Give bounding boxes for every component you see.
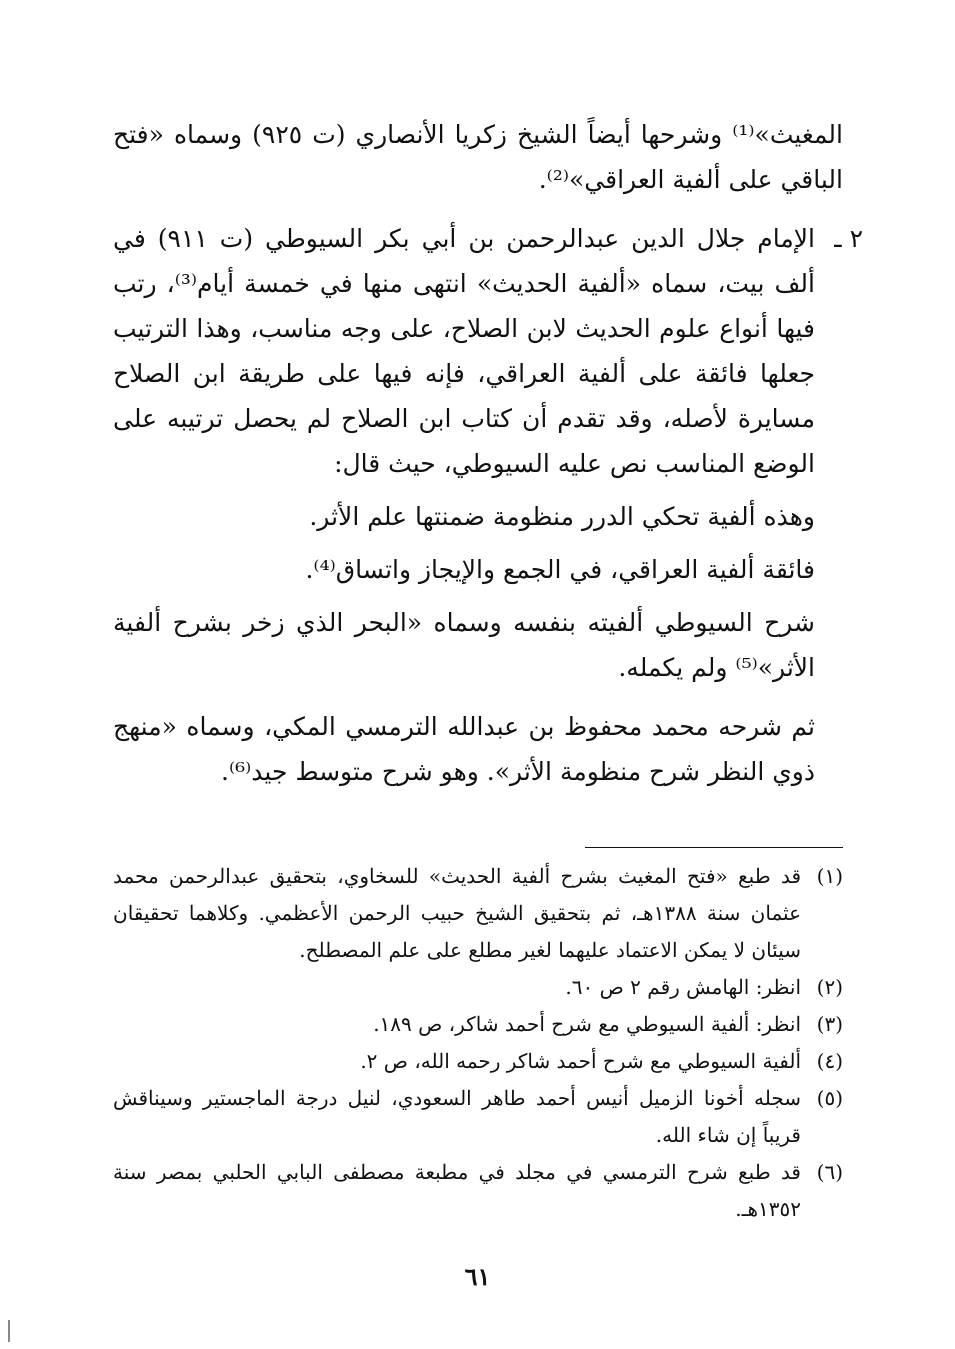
paragraph-suyuti-sharh: شرح السيوطي ألفيته بنفسه وسماه «البحر الذي زخر بشرح ألفية الأثر»⁽⁵⁾ ولم يكمله. xyxy=(113,608,815,682)
footnote-text: انظر: الهامش رقم ٢ ص ٦٠. xyxy=(565,975,801,999)
list-item-2 xyxy=(113,216,863,486)
list-item-number: ٢ ـ xyxy=(834,224,863,253)
footnotes xyxy=(113,858,843,1228)
main-text xyxy=(113,112,863,808)
footnote-number: (٣) xyxy=(816,1012,843,1036)
footnote xyxy=(113,1080,843,1154)
footnote xyxy=(113,1154,843,1228)
page-number: ٦١ xyxy=(464,1262,491,1291)
footnote-divider xyxy=(585,847,843,848)
footnote-number: (٦) xyxy=(816,1160,843,1184)
paragraph-mughith: المغيث»⁽¹⁾ وشرحها أيضاً الشيخ زكريا الأنصاري (ت ٩٢٥) وسماه «فتح الباقي على ألفية العراقي»⁽²⁾. xyxy=(113,120,843,194)
footnote-number: (٥) xyxy=(816,1086,843,1110)
footnote-number: (٢) xyxy=(816,975,843,999)
footnote-number: (١) xyxy=(816,864,843,888)
footnote-text: ألفية السيوطي مع شرح أحمد شاكر رحمه الله، ص ٢. xyxy=(360,1049,801,1073)
list-item-text: الإمام جلال الدين عبدالرحمن بن أبي بكر السيوطي (ت ٩١١) في ألف بيت، سماه «ألفية الحديث» انتهى منها في خمسة أيام⁽³⁾، رتب فيها أنواع علوم الحديث لابن الصلاح، على وجه مناسب، وهذا الترتيب جعلها فائقة على ألفية العراقي، فإنه فيها على طريقة ابن الصلاح مسايرة لأصله، وقد تقدم أن كتاب ابن الصلاح لم يحصل ترتيبه على الوضع المناسب نص عليه السيوطي، حيث قال: xyxy=(113,224,815,478)
footnote-text: قد طبع شرح الترمسي في مجلد في مطبعة مصطفى البابي الحلبي بمصر سنة ١٣٥٢هـ. xyxy=(113,1160,801,1221)
footnote-text: قد طبع «فتح المغيث بشرح ألفية الحديث» للسخاوي، بتحقيق عبدالرحمن محمد عثمان سنة ١٣٨٨هـ، ثم بتحقيق الشيخ حبيب الرحمن الأعظمي. وكلاهما تحقيقان سيئان لا يمكن الاعتماد عليهما لغير مطلع على علم المصطلح. xyxy=(113,864,801,962)
footnote-text: سجله أخونا الزميل أنيس أحمد طاهر السعودي، لنيل درجة الماجستير وسيناقش قريباً إن شاء الله. xyxy=(113,1086,801,1147)
footnote xyxy=(113,1006,843,1043)
verse-line-2: فائقة ألفية العراقي، في الجمع والإيجاز واتساق⁽⁴⁾. xyxy=(305,555,815,584)
paragraph-tirmisi-sharh: ثم شرحه محمد محفوظ بن عبدالله الترمسي المكي، وسماه «منهج ذوي النظر شرح منظومة الأثر». وهو شرح متوسط جيد⁽⁶⁾. xyxy=(113,712,815,786)
footnote xyxy=(113,969,843,1006)
footnote-text: انظر: ألفية السيوطي مع شرح أحمد شاكر، ص ١٨٩. xyxy=(373,1012,801,1036)
verse-line-1: وهذه ألفية تحكي الدرر منظومة ضمنتها علم الأثر. xyxy=(309,502,815,531)
scan-edge-mark xyxy=(8,1320,10,1342)
footnote-number: (٤) xyxy=(816,1049,843,1073)
footnote xyxy=(113,858,843,969)
footnote xyxy=(113,1043,843,1080)
